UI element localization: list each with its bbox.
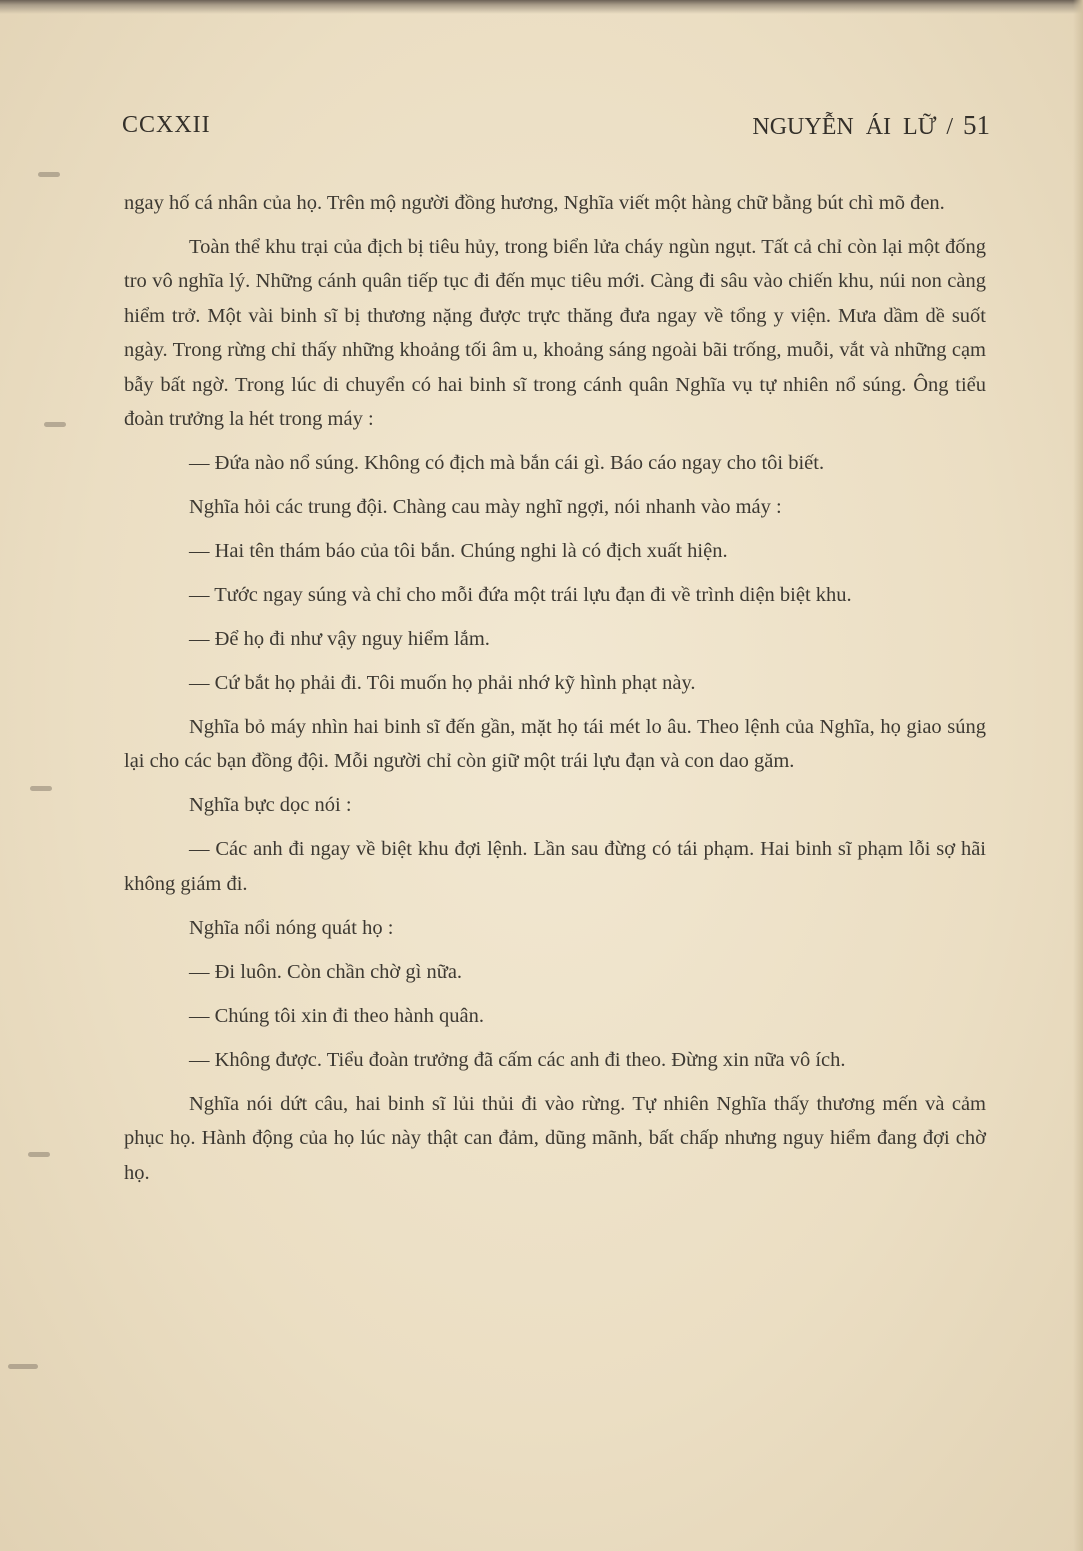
paragraph: Nghĩa hỏi các trung đội. Chàng cau mày nghĩ ngợi, nói nhanh vào máy : xyxy=(189,496,782,519)
binding-hole-mark xyxy=(44,422,66,427)
dialogue-line: — Không được. Tiểu đoàn trưởng đã cấm các anh đi theo. Đừng xin nữa vô ích. xyxy=(189,1048,846,1071)
paragraph: Nghĩa bực dọc nói : xyxy=(189,794,352,817)
header-separator: / xyxy=(946,114,953,140)
running-head xyxy=(752,110,990,141)
paragraph: Nghĩa bỏ máy nhìn hai binh sĩ đến gần, mặt họ tái mét lo âu. Theo lệnh của Nghĩa, họ giao súng lại cho các bạn đồng đội. Mỗi người chỉ còn giữ một trái lựu đạn và con dao găm. xyxy=(124,716,986,773)
dialogue-line: — Đi luôn. Còn chần chờ gì nữa. xyxy=(189,960,463,983)
dialogue-line: — Đứa nào nổ súng. Không có địch mà bắn cái gì. Báo cáo ngay cho tôi biết. xyxy=(189,452,825,475)
dialogue-line: — Tước ngay súng và chỉ cho mỗi đứa một trái lựu đạn đi về trình diện biệt khu. xyxy=(189,584,852,607)
binding-hole-mark xyxy=(30,786,52,791)
paragraph: ngay hố cá nhân của họ. Trên mộ người đồng hương, Nghĩa viết một hàng chữ bằng bút chì mõ đen. xyxy=(124,192,945,214)
page-header xyxy=(122,108,990,148)
running-title: NGUYỄN ÁI LỮ xyxy=(752,114,937,140)
page-top-edge xyxy=(0,0,1083,14)
dialogue-line: — Để họ đi như vậy nguy hiểm lắm. xyxy=(189,628,490,651)
body-text xyxy=(124,186,986,1190)
binding-hole-mark xyxy=(38,172,60,177)
dialogue-line: — Hai tên thám báo của tôi bắn. Chúng nghi là có địch xuất hiện. xyxy=(189,540,728,563)
paragraph: Nghĩa nổi nóng quát họ : xyxy=(189,916,394,939)
dialogue-line: — Cứ bắt họ phải đi. Tôi muốn họ phải nhớ kỹ hình phạt này. xyxy=(189,672,696,695)
binding-hole-mark xyxy=(28,1152,50,1157)
page-right-edge xyxy=(1073,0,1083,1551)
paragraph: Toàn thể khu trại của địch bị tiêu hủy, trong biển lửa cháy ngùn ngụt. Tất cả chỉ còn lại một đống tro vô nghĩa lý. Những cánh quân tiếp tục đi đến mục tiêu mới. Càng đi sâu vào chiến khu, núi non càng hiểm trở. Một vài binh sĩ bị thương nặng được trực thăng đưa ngay về tổng y viện. Mưa dầm dề suốt ngày. Trong rừng chỉ thấy những khoảng tối âm u, khoảng sáng ngoài bãi trống, muỗi, vắt và những cạm bẫy bất ngờ. Trong lúc di chuyển có hai binh sĩ trong cánh quân Nghĩa vụ tự nhiên nổ súng. Ông tiểu đoàn trưởng la hét trong máy : xyxy=(124,236,986,431)
page-number: 51 xyxy=(963,110,990,140)
paragraph: Nghĩa nói dứt câu, hai binh sĩ lủi thủi đi vào rừng. Tự nhiên Nghĩa thấy thương mến và cảm phục họ. Hành động của họ lúc này thật can đảm, dũng mãnh, bất chấp nhưng nguy hiểm đang đợi chờ họ. xyxy=(124,1092,986,1184)
dialogue-line: — Các anh đi ngay về biệt khu đợi lệnh. Lần sau đừng có tái phạm. Hai binh sĩ phạm lỗi sợ hãi không giám đi. xyxy=(124,838,986,895)
roman-numeral: CCXXII xyxy=(122,112,211,138)
binding-hole-mark xyxy=(8,1364,38,1369)
dialogue-line: — Chúng tôi xin đi theo hành quân. xyxy=(189,1004,484,1027)
